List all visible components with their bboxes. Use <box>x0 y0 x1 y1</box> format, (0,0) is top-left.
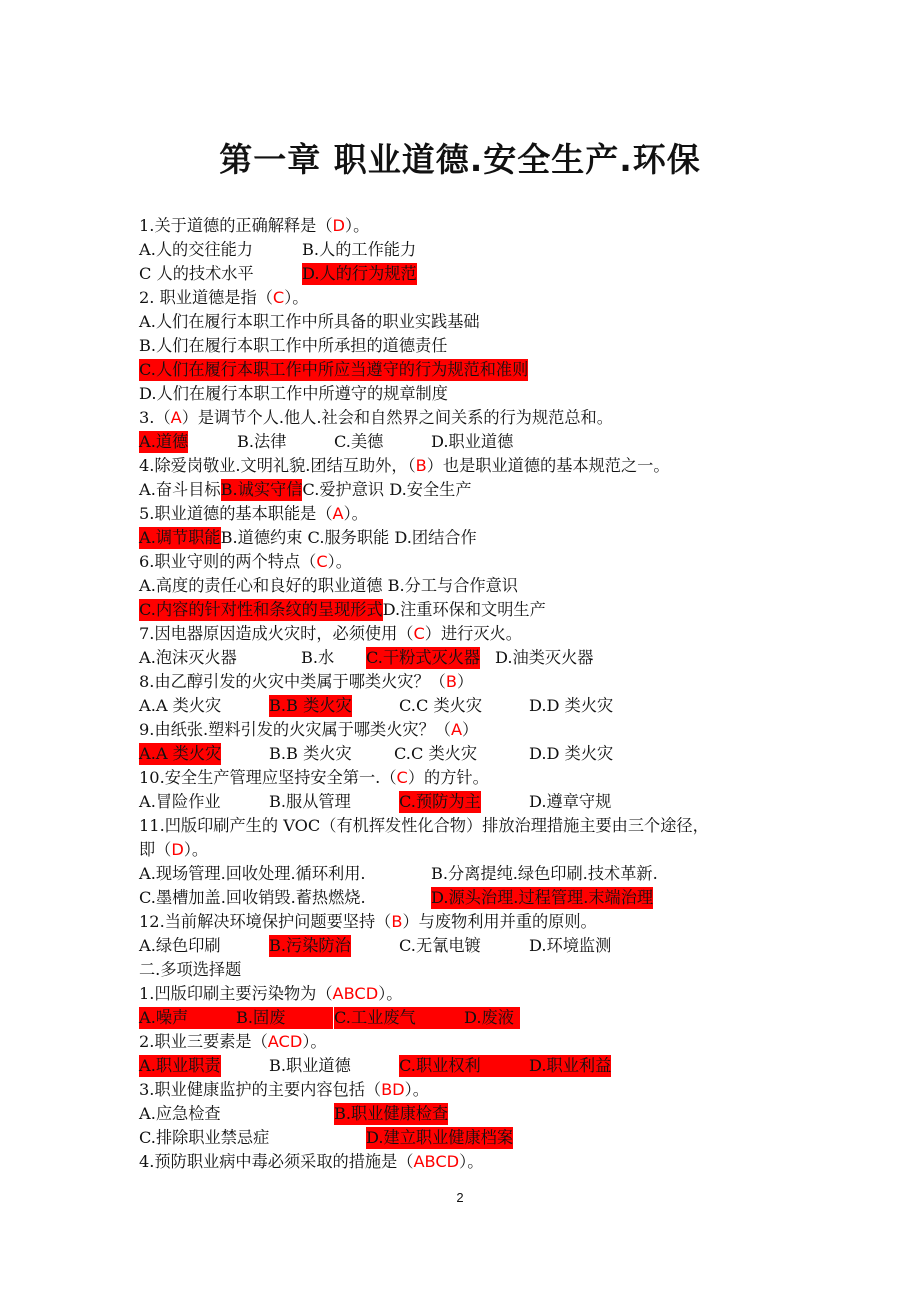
highlighted-answer: B.固废 <box>236 1007 333 1029</box>
highlighted-answer: B.诚实守信 <box>220 480 303 499</box>
text-segment: ）。 <box>378 984 403 1003</box>
text-segment: 1.凹版印刷主要污染物为（ <box>139 984 333 1003</box>
text-segment: B.道德约束 C.服务职能 D.团结合作 <box>220 528 477 547</box>
text-segment: 8.由乙醇引发的火灾中类属于哪类火灾？（ <box>139 672 446 691</box>
text-segment: D.职业道德 <box>431 432 514 451</box>
text-segment: 6.职业守则的两个特点（ <box>139 552 317 571</box>
highlighted-answer: A.噪声 <box>139 1007 236 1029</box>
answer-letter: C <box>396 768 408 787</box>
text-segment: ）的方针。 <box>407 768 489 787</box>
answer-letter: ACD <box>267 1032 303 1051</box>
text-segment: C.美德 <box>334 432 384 451</box>
text-segment: 10.安全生产管理应坚持安全第一.（ <box>139 768 397 787</box>
highlighted-answer: C.人们在履行本职工作中所应当遵守的行为规范和准则 <box>139 360 529 379</box>
text-segment: C.C 类火灾 <box>399 696 483 715</box>
highlighted-answer: C.干粉式灭火器 <box>366 648 481 667</box>
highlighted-answer: A.道德 <box>139 432 189 451</box>
highlighted-answer: C.内容的针对性和条纹的呈现形式 <box>139 600 383 619</box>
answer-letter: B <box>415 456 427 475</box>
text-segment: C.爱护意识 D.安全生产 <box>302 480 472 499</box>
text-segment: 2.职业三要素是（ <box>139 1032 268 1051</box>
answer-letter: C <box>413 624 425 643</box>
highlighted-answer: A.职业职责 <box>139 1056 221 1075</box>
text-segment: B.B 类火灾 <box>269 744 352 763</box>
text-segment: B.服从管理 <box>269 792 351 811</box>
text-segment: C.排除职业禁忌症 <box>139 1128 270 1147</box>
text-segment: A.现场管理.回收处理.循环利用. <box>139 864 366 883</box>
text-segment: D.环境监测 <box>529 936 612 955</box>
text-segment: 12.当前解决环境保护问题要坚持（ <box>139 912 392 931</box>
highlighted-answer: D.人的行为规范 <box>302 264 417 283</box>
highlighted-answer: D.源头治理.过程管理.末端治理 <box>431 888 654 907</box>
page-title: 第一章 职业道德.安全生产.环保 <box>219 140 701 179</box>
text-segment: 4.除爱岗敬业.文明礼貌.团结互助外，（ <box>139 456 416 475</box>
highlighted-answer: B.职业健康检查 <box>334 1104 449 1123</box>
text-segment: ）与废物利用并重的原则。 <box>402 912 597 931</box>
highlighted-answer: C.工业废气 <box>334 1007 464 1029</box>
text-segment: 4.预防职业病中毒必须采取的措施是（ <box>139 1152 414 1171</box>
text-segment: A.奋斗目标 <box>139 480 221 499</box>
text-segment: ） <box>456 672 474 691</box>
answer-letter: A <box>170 408 182 427</box>
text-segment: 即（ <box>139 840 172 859</box>
answer-letter: C <box>272 288 285 307</box>
text-segment: 3.（ <box>139 408 171 427</box>
answer-letter: B <box>391 912 403 931</box>
text-segment: 二.多项选择题 <box>139 960 242 979</box>
text-segment: A.人们在履行本职工作中所具备的职业实践基础 <box>139 312 480 331</box>
answer-letter: A <box>332 504 344 523</box>
text-segment: A.人的交往能力 <box>139 240 253 259</box>
text-segment: C.墨槽加盖.回收销毁.蓄热燃烧. <box>139 888 366 907</box>
answer-letter: A <box>450 720 463 739</box>
answer-letter: C <box>316 552 328 571</box>
text-segment: ）。 <box>284 288 309 307</box>
text-segment: ） <box>462 720 479 739</box>
text-segment: 11.凹版印刷产生的 VOC（有机挥发性化合物）排放治理措施主要由三个途径， <box>139 816 709 835</box>
text-segment: ）。 <box>183 840 209 859</box>
text-segment: A.冒险作业 <box>139 792 221 811</box>
text-segment: ）是调节个人.他人.社会和自然界之间关系的行为规范总和。 <box>181 408 613 427</box>
text-segment: B.水 <box>301 648 335 667</box>
text-segment: A.高度的责任心和良好的职业道德 B.分工与合作意识 <box>139 576 518 595</box>
text-segment: 7.因电器原因造成火灾时，必须使用（ <box>139 624 414 643</box>
highlighted-answer: B.B 类火灾 <box>269 696 352 715</box>
text-segment: A.泡沫灭火器 <box>139 648 237 667</box>
highlighted-answer: C.职业权利 <box>399 1055 529 1077</box>
text-segment: 9.由纸张.塑料引发的火灾属于哪类火灾？（ <box>139 720 451 739</box>
answer-letter: B <box>445 672 457 691</box>
text-segment: 3.职业健康监护的主要内容包括（ <box>139 1080 382 1099</box>
text-segment: ）。 <box>302 1032 327 1051</box>
text-segment: B.职业道德 <box>269 1056 351 1075</box>
text-segment: B.人的工作能力 <box>302 240 417 259</box>
highlighted-answer: D.职业利益 <box>529 1056 612 1075</box>
highlighted-answer: A.A 类火灾 <box>139 744 222 763</box>
text-segment: ）。 <box>459 1152 484 1171</box>
highlighted-answer: C.预防为主 <box>399 792 481 811</box>
text-segment: D.人们在履行本职工作中所遵守的规章制度 <box>139 384 448 403</box>
text-segment: B.法律 <box>237 432 287 451</box>
text-segment: B.分离提纯.绿色印刷.技术革新. <box>431 864 658 883</box>
text-segment: A.应急检查 <box>139 1104 221 1123</box>
answer-letter: ABCD <box>332 984 379 1003</box>
text-segment: D.D 类火灾 <box>529 744 614 763</box>
answer-letter: D <box>171 840 184 859</box>
answer-letter: ABCD <box>413 1152 460 1171</box>
highlighted-answer: A.调节职能 <box>139 528 221 547</box>
text-segment: B.人们在履行本职工作中所承担的道德责任 <box>139 336 448 355</box>
text-segment: C.C 类火灾 <box>394 744 478 763</box>
answer-letter: BD <box>381 1080 405 1099</box>
highlighted-answer: B.污染防治 <box>269 936 351 955</box>
highlighted-answer: D.废液 <box>464 1007 520 1029</box>
text-segment: ）也是职业道德的基本规范之一。 <box>426 456 670 475</box>
text-segment: A.绿色印刷 <box>139 936 221 955</box>
text-segment: ）进行灭火。 <box>424 624 522 643</box>
text-segment: A.A 类火灾 <box>139 696 222 715</box>
text-segment: ）。 <box>327 552 352 571</box>
text-segment: ）。 <box>344 216 370 235</box>
page-number: 2 <box>456 1190 464 1205</box>
text-segment: C 人的技术水平 <box>139 264 254 283</box>
text-segment: D.D 类火灾 <box>529 696 614 715</box>
highlighted-answer: D.建立职业健康档案 <box>366 1128 514 1147</box>
text-segment: D.油类灭火器 <box>495 648 594 667</box>
text-segment: C.无氰电镀 <box>399 936 481 955</box>
text-segment: 1.关于道德的正确解释是（ <box>139 216 333 235</box>
text-segment: ）。 <box>404 1080 429 1099</box>
text-segment: 5.职业道德的基本职能是（ <box>139 504 333 523</box>
answer-letter: D <box>332 216 345 235</box>
text-segment: D.注重环保和文明生产 <box>382 600 546 619</box>
text-segment: ）。 <box>343 504 368 523</box>
text-segment: D.遵章守规 <box>529 792 612 811</box>
text-segment: 2. 职业道德是指（ <box>139 288 273 307</box>
